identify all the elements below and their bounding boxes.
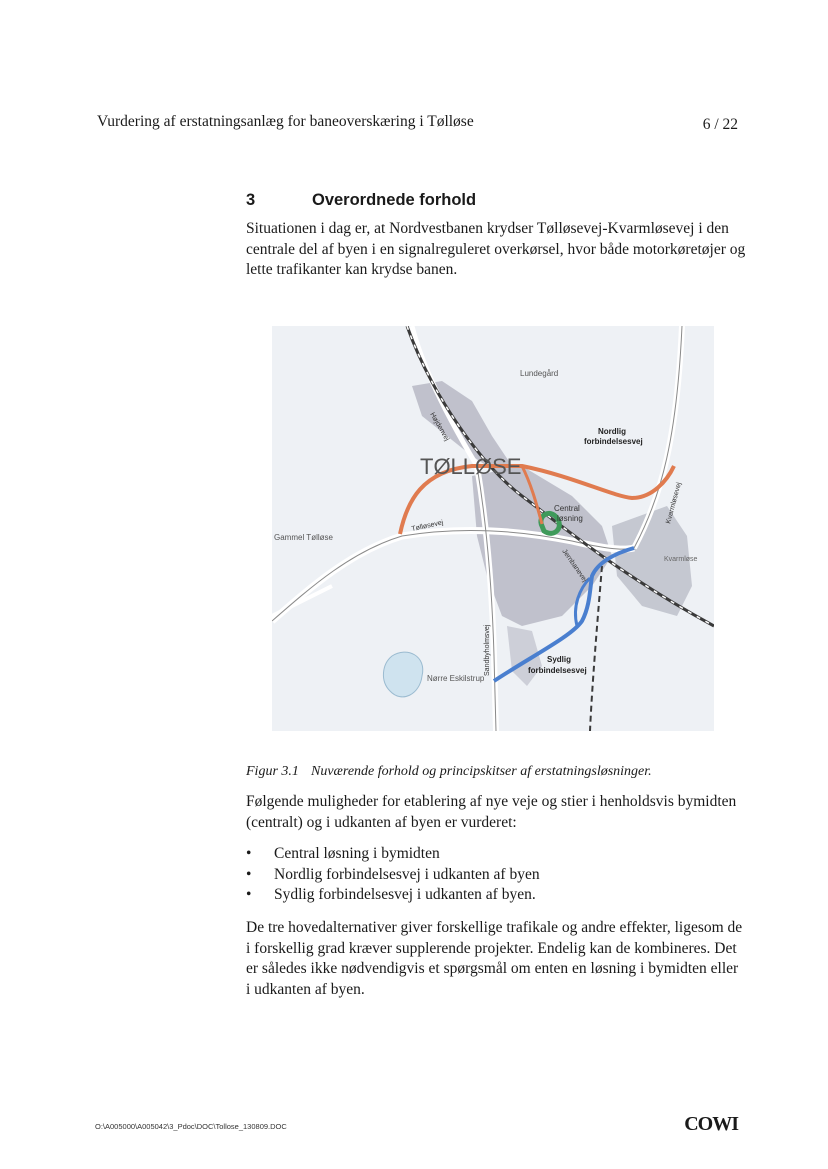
list-item <box>246 844 540 865</box>
map-label-town: TØLLØSE <box>420 454 522 479</box>
map-label-hojdenvej: Højdenvej <box>428 411 451 443</box>
figure-caption <box>246 764 652 780</box>
map-label-jernbanevej: Jernbanevej <box>560 548 588 584</box>
map-label-lundegaard: Lundegård <box>520 369 559 378</box>
map-label-sydlig-1: Sydlig <box>547 655 572 664</box>
map-label-norre-eskilstrup: Nørre Eskilstrup <box>427 674 485 683</box>
map-label-central-2: løsning <box>557 514 583 523</box>
page-number: 6 / 22 <box>702 116 738 133</box>
figure-caption-text: Nuværende forhold og principskitser af erstatningsløsninger. <box>311 764 652 779</box>
list-item-text: Sydlig forbindelsesvej i udkanten af byen. <box>274 886 536 903</box>
map-label-nordlig-2: forbindelsesvej <box>584 437 643 446</box>
list-item <box>246 885 540 906</box>
map-label-kvarmlosevej: Kvarmløsevej <box>665 481 683 525</box>
map-label-sandbyholmsvej: Sandbyholmsvej <box>484 624 491 676</box>
bullet-icon: • <box>246 865 252 883</box>
list-item-text: Central løsning i bymidten <box>274 845 440 862</box>
figure-number: Figur 3.1 <box>246 764 299 779</box>
map-label-nordlig-1: Nordlig <box>598 427 626 436</box>
map-label-central-1: Central <box>554 504 580 513</box>
lake <box>383 652 422 697</box>
map-label-tollosevej: Tølløsevej <box>410 519 444 533</box>
section-number: 3 <box>246 191 256 209</box>
map-figure <box>272 326 714 731</box>
section-heading <box>246 191 476 210</box>
options-list <box>246 844 540 906</box>
section-title: Overordnede forhold <box>312 191 477 209</box>
list-item-text: Nordlig forbindelsesvej i udkanten af byen <box>274 865 540 883</box>
map-label-kvarmlose: Kvarmløse <box>664 556 698 563</box>
document-header-title: Vurdering af erstatningsanlæg for baneoverskæring i Tølløse <box>97 113 474 130</box>
bullet-icon: • <box>246 845 252 862</box>
bullet-icon: • <box>246 886 252 903</box>
options-paragraph: Følgende muligheder for etablering af nye veje og stier i henholdsvis bymidten (centralt) og i udkanten af byen er vurderet: <box>246 793 737 831</box>
list-item <box>246 865 540 886</box>
map-label-sydlig-2: forbindelsesvej <box>528 666 587 675</box>
road-south-west <box>272 586 332 616</box>
conclusion-paragraph: De tre hovedalternativer giver forskellige trafikale og andre effekter, ligesom de i forskellig grad kræver supplerende projekter. Endelig kan de kombineres. Det er således ikke nødvendigvis et spørgsmål om enten en løsning i bymidten eller i udkanten af byen. <box>246 919 743 998</box>
map-label-gammel-tollose: Gammel Tølløse <box>274 533 333 542</box>
map-svg <box>272 326 714 731</box>
intro-paragraph: Situationen i dag er, at Nordvestbanen krydser Tølløsevej-Kvarmløsevej i den centrale del af byen i en signalreguleret overkørsel, hvor både motorkøretøjer og lette trafikanter kan krydse banen. <box>246 220 746 278</box>
cowi-logo: COWI <box>684 1113 738 1135</box>
footer-file-path: O:\A005000\A005042\3_Pdoc\DOC\Tollose_130809.DOC <box>95 1122 287 1131</box>
